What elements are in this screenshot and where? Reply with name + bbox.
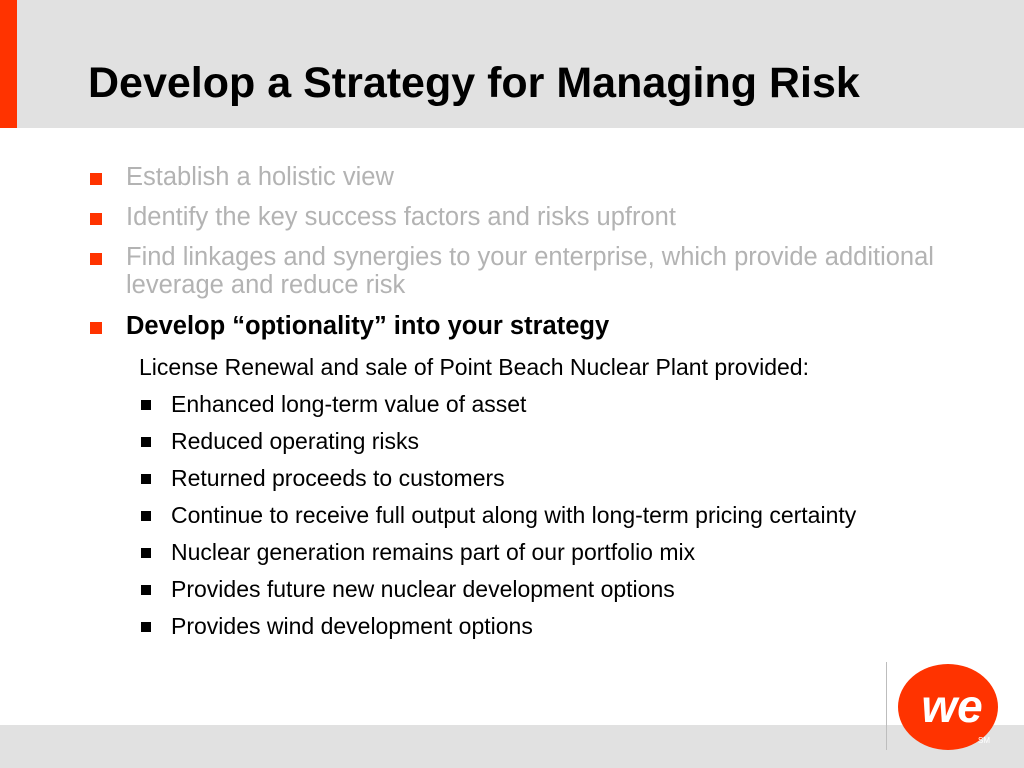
sub-bullet-item [139, 501, 999, 538]
footer-band [0, 725, 1024, 768]
logo-service-mark: SM [978, 736, 990, 745]
bullet-item [88, 163, 988, 191]
sub-bullet-text: Provides wind development options [171, 613, 533, 639]
bullet-text: Establish a holistic view [126, 163, 394, 191]
we-logo [896, 660, 1004, 756]
sub-bullet-square-icon [141, 585, 151, 595]
sub-bullet-text: Provides future new nuclear development options [171, 576, 675, 602]
sub-bullet-list [139, 390, 999, 649]
bullet-text: Identify the key success factors and risks upfront [126, 203, 676, 231]
bullet-text: Develop “optionality” into your strategy [126, 312, 610, 340]
bullet-list [88, 163, 988, 340]
slide-title: Develop a Strategy for Managing Risk [88, 59, 860, 107]
bullet-item-active [88, 312, 988, 340]
bullet-item [88, 203, 988, 231]
sub-bullet-item [139, 464, 999, 501]
sub-bullet-square-icon [141, 400, 151, 410]
logo-text: we [921, 680, 983, 732]
sub-bullet-item [139, 575, 999, 612]
sub-bullet-square-icon [141, 622, 151, 632]
sub-bullet-text: Continue to receive full output along with long-term pricing certainty [171, 502, 857, 528]
sub-bullet-text: Enhanced long-term value of asset [171, 391, 527, 417]
sub-bullet-text: Nuclear generation remains part of our portfolio mix [171, 539, 696, 565]
sub-bullet-text: Returned proceeds to customers [171, 465, 505, 491]
bullet-square-icon [90, 173, 102, 185]
sub-bullet-item [139, 612, 999, 649]
sub-intro: License Renewal and sale of Point Beach Nuclear Plant provided: [139, 354, 809, 380]
sub-bullet-item [139, 390, 999, 427]
sub-bullet-square-icon [141, 474, 151, 484]
bullet-square-icon [90, 253, 102, 265]
sub-bullet-item [139, 538, 999, 575]
sub-bullet-text: Reduced operating risks [171, 428, 420, 454]
bullet-item [88, 243, 988, 299]
sub-bullet-square-icon [141, 437, 151, 447]
bullet-square-icon [90, 322, 102, 334]
sub-bullet-square-icon [141, 511, 151, 521]
accent-bar [0, 0, 17, 128]
bullet-text: Find linkages and synergies to your enterprise, which provide additional leverage and reduce risk [126, 243, 934, 299]
logo-divider [886, 662, 887, 750]
sub-bullet-item [139, 427, 999, 464]
bullet-square-icon [90, 213, 102, 225]
sub-bullet-square-icon [141, 548, 151, 558]
